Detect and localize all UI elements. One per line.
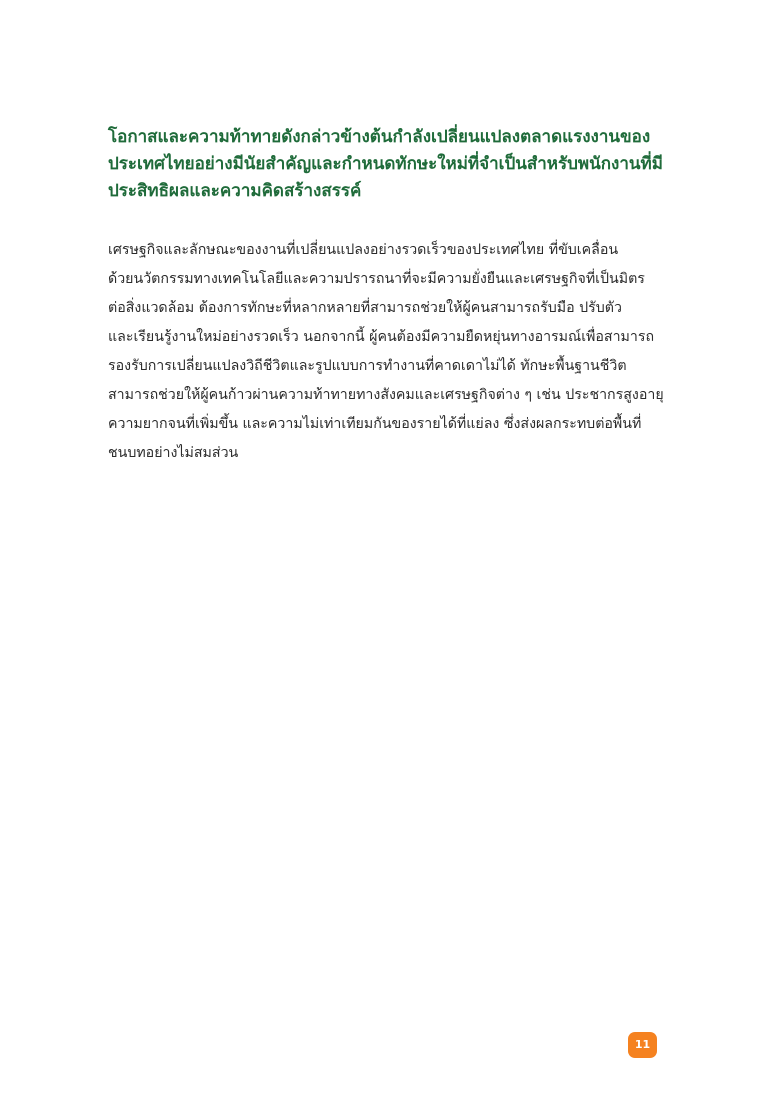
paragraph-line: เศรษฐกิจและลักษณะของงานที่เปลี่ยนแปลงอย่างรวดเร็วของประเทศไทย ที่ขับเคลื่อน xyxy=(108,242,619,258)
paragraph-line: และเรียนรู้งานใหม่อย่างรวดเร็ว นอกจากนี้ ผู้คนต้องมีความยืดหยุ่นทางอารมณ์เพื่อสามารถ xyxy=(108,329,655,345)
paragraph-line: ชนบทอย่างไม่สมส่วน xyxy=(108,445,239,461)
paragraph-line: ความยากจนที่เพิ่มขึ้น และความไม่เท่าเทียมกันของรายได้ที่แย่ลง ซึ่งส่งผลกระทบต่อพื้นที่ xyxy=(108,416,642,432)
body-paragraph xyxy=(108,236,664,468)
heading-line: โอกาสและความท้าทายดังกล่าวข้างต้นกำลังเปลี่ยนแปลงตลาดแรงงานของ xyxy=(108,127,651,147)
section-heading xyxy=(108,124,663,205)
paragraph-line: ต่อสิ่งแวดล้อม ต้องการทักษะที่หลากหลายที่สามารถช่วยให้ผู้คนสามารถรับมือ ปรับตัว xyxy=(108,300,622,316)
paragraph-line: รองรับการเปลี่ยนแปลงวิถีชีวิตและรูปแบบการทำงานที่คาดเดาไม่ได้ ทักษะพื้นฐานชีวิต xyxy=(108,358,627,374)
paragraph-line: สามารถช่วยให้ผู้คนก้าวผ่านความท้าทายทางสังคมและเศรษฐกิจต่าง ๆ เช่น ประชากรสูงอายุ xyxy=(108,387,664,403)
heading-line: ประสิทธิผลและความคิดสร้างสรรค์ xyxy=(108,181,362,201)
page-number-badge: 11 xyxy=(628,1032,657,1058)
heading-line: ประเทศไทยอย่างมีนัยสำคัญและกำหนดทักษะใหม่ที่จำเป็นสำหรับพนักงานที่มี xyxy=(108,154,663,174)
paragraph-line: ด้วยนวัตกรรมทางเทคโนโลยีและความปรารถนาที่จะมีความยั่งยืนและเศรษฐกิจที่เป็นมิตร xyxy=(108,271,645,287)
